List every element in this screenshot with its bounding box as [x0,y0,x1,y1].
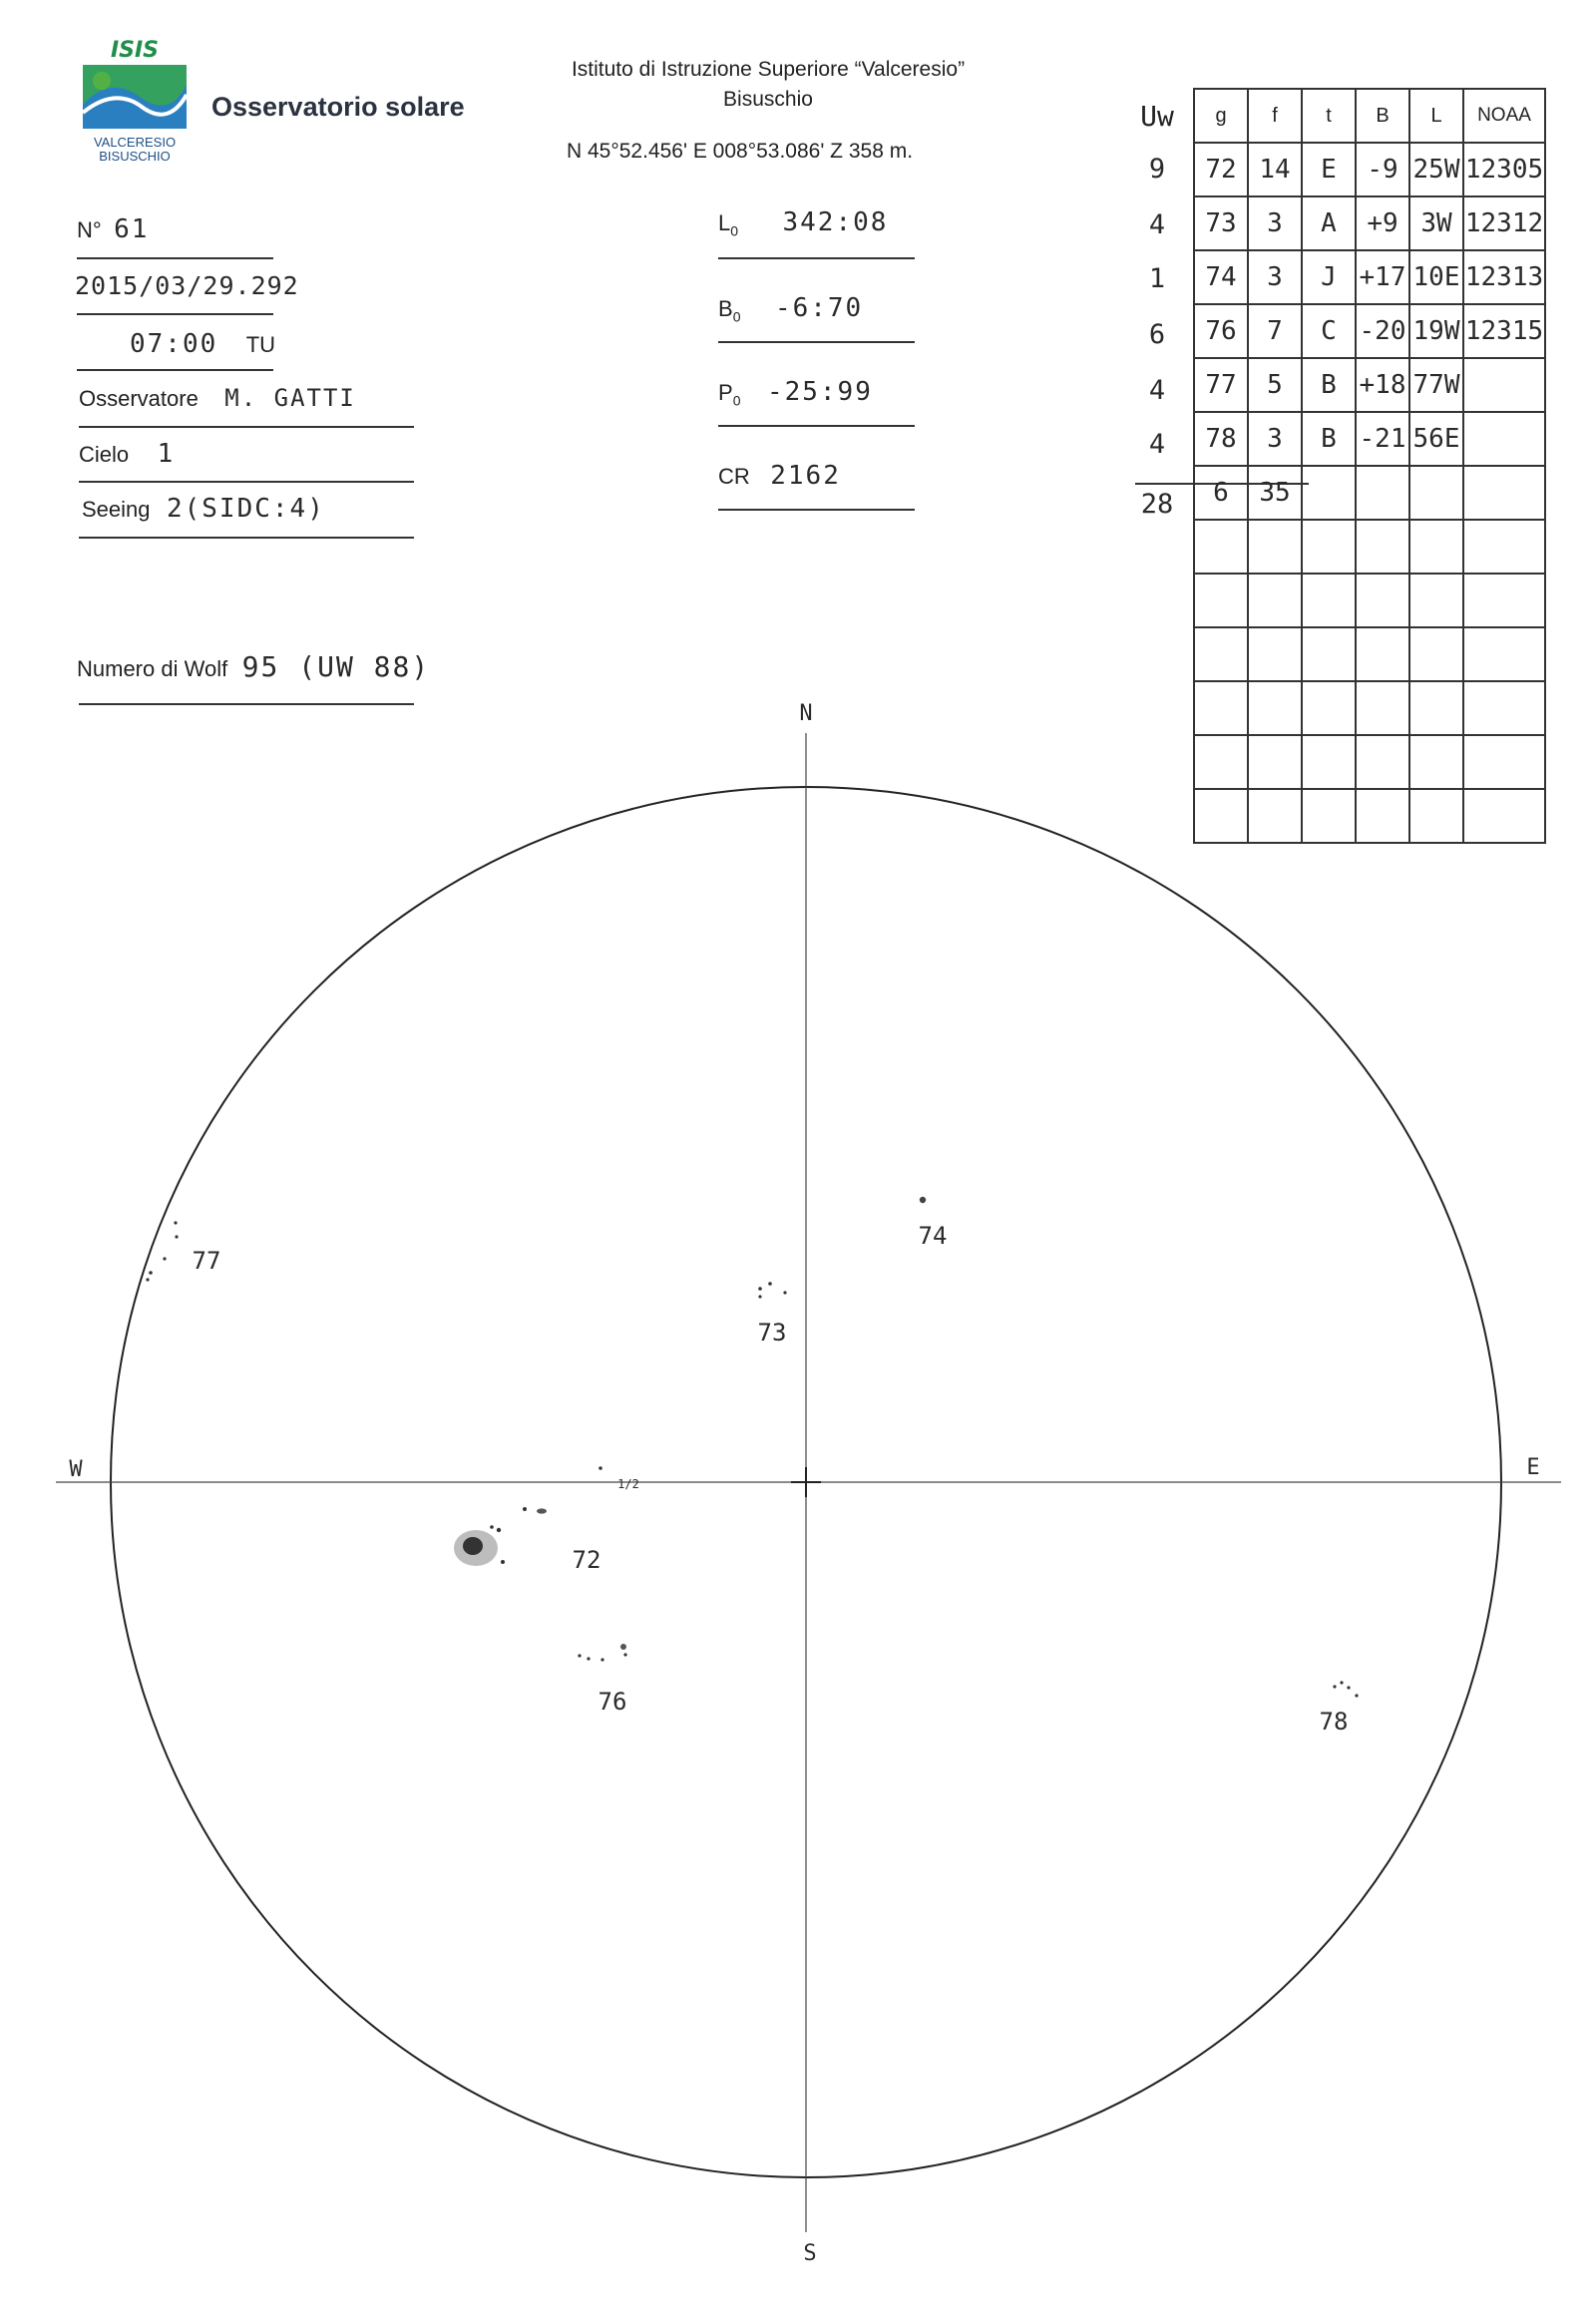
cell-t: B [1302,358,1356,412]
l0-sub: 0 [730,222,739,239]
number-value: 61 [114,214,150,244]
cell-g: 78 [1194,412,1248,466]
institute-line2: Bisuschio [723,88,813,111]
cell-l: 10E [1409,250,1463,304]
cell-g: 76 [1194,304,1248,358]
group-label-78: 78 [1319,1708,1349,1736]
cell-l: 19W [1409,304,1463,358]
p0-label: P [718,380,733,405]
cell-noaa: 12305 [1463,143,1545,196]
logo-sub2: BISUSCHIO [99,149,171,164]
l0-value: 342:08 [782,207,889,237]
sky-label: Cielo [79,442,130,467]
cell-t: J [1302,250,1356,304]
cell-g: 77 [1194,358,1248,412]
header-l: L [1409,89,1463,143]
time-value: 07:00 [130,329,218,359]
north-label: N [799,701,813,726]
cell-l: 25W [1409,143,1463,196]
uw-header: Uw [1140,100,1174,133]
seeing-value: 2(SIDC:4) [166,494,325,524]
east-label: E [1526,1455,1540,1480]
uw-total: 28 [1140,489,1174,520]
cell-f: 14 [1248,143,1302,196]
group-label-74: 74 [918,1222,948,1250]
cell-b: +18 [1356,358,1409,412]
cell-g: 74 [1194,250,1248,304]
south-label: S [803,2241,817,2266]
observer-label: Osservatore [79,386,199,411]
wolf-value: 95 (UW 88) [241,650,431,683]
logo-sub1: VALCERESIO [93,135,177,150]
cell-noaa: 12315 [1463,304,1545,358]
cell-b: +9 [1356,196,1409,250]
cell-t: E [1302,143,1356,196]
header-t: t [1302,89,1356,143]
uw-row-5: 4 [1148,375,1166,406]
time-unit: TU [245,332,276,357]
group-label-77: 77 [192,1247,221,1275]
total-f: 35 [1248,466,1302,520]
cr-label: CR [718,464,750,489]
p0-sub: 0 [732,392,741,409]
cell-noaa: 12313 [1463,250,1545,304]
p0-value: -25:99 [766,377,873,407]
cell-noaa: 12312 [1463,196,1545,250]
total-g: 6 [1194,466,1248,520]
b0-value: -6:70 [774,293,864,323]
l0-label: L [718,210,731,235]
uw-row-6: 4 [1148,429,1166,460]
logo-text: ISIS [110,38,160,63]
b0-sub: 0 [732,308,741,325]
cell-g: 72 [1194,143,1248,196]
header-b: B [1356,89,1409,143]
cell-b: +17 [1356,250,1409,304]
cell-b: -21 [1356,412,1409,466]
observatory-coordinates: N 45°52.456' E 008°53.086' Z 358 m. [567,140,914,163]
cell-f: 5 [1248,358,1302,412]
header-noaa: NOAA [1463,89,1545,143]
date-value: 2015/03/29.292 [75,271,299,300]
sunspot-group-76 [578,1644,626,1662]
small-fraction-label: 1/2 [617,1477,639,1491]
cr-value: 2162 [770,461,841,491]
umbra [463,1537,483,1555]
cell-f: 3 [1248,412,1302,466]
sunspot-group-74 [920,1197,926,1203]
uw-row-3: 1 [1148,263,1166,294]
institute-line1: Istituto di Istruzione Superiore “Valceresio” [571,58,966,81]
observer-value: M. GATTI [224,384,356,412]
number-label: N° [77,217,102,242]
cell-g: 73 [1194,196,1248,250]
cell-b: -20 [1356,304,1409,358]
cell-f: 7 [1248,304,1302,358]
header-f: f [1248,89,1302,143]
cell-t: A [1302,196,1356,250]
cell-b: -9 [1356,143,1409,196]
group-label-73: 73 [757,1319,787,1347]
sunspot-group-73 [758,1282,786,1298]
header-g: g [1194,89,1248,143]
group-label-72: 72 [572,1546,601,1574]
uw-row-4: 6 [1148,319,1166,350]
uw-row-2: 4 [1148,209,1166,240]
observatory-title: Osservatorio solare [211,92,465,122]
b0-label: B [718,296,733,321]
cell-f: 3 [1248,196,1302,250]
seeing-label: Seeing [82,497,151,522]
cell-l: 77W [1409,358,1463,412]
cell-l: 56E [1409,412,1463,466]
cell-f: 3 [1248,250,1302,304]
cell-t: B [1302,412,1356,466]
sunspot-group-78 [1333,1681,1358,1697]
group-label-76: 76 [598,1688,627,1716]
uw-row-1: 9 [1148,154,1166,185]
wolf-label: Numero di Wolf [77,656,228,681]
sky-value: 1 [157,439,176,469]
west-label: W [69,1457,83,1482]
cell-l: 3W [1409,196,1463,250]
cell-t: C [1302,304,1356,358]
